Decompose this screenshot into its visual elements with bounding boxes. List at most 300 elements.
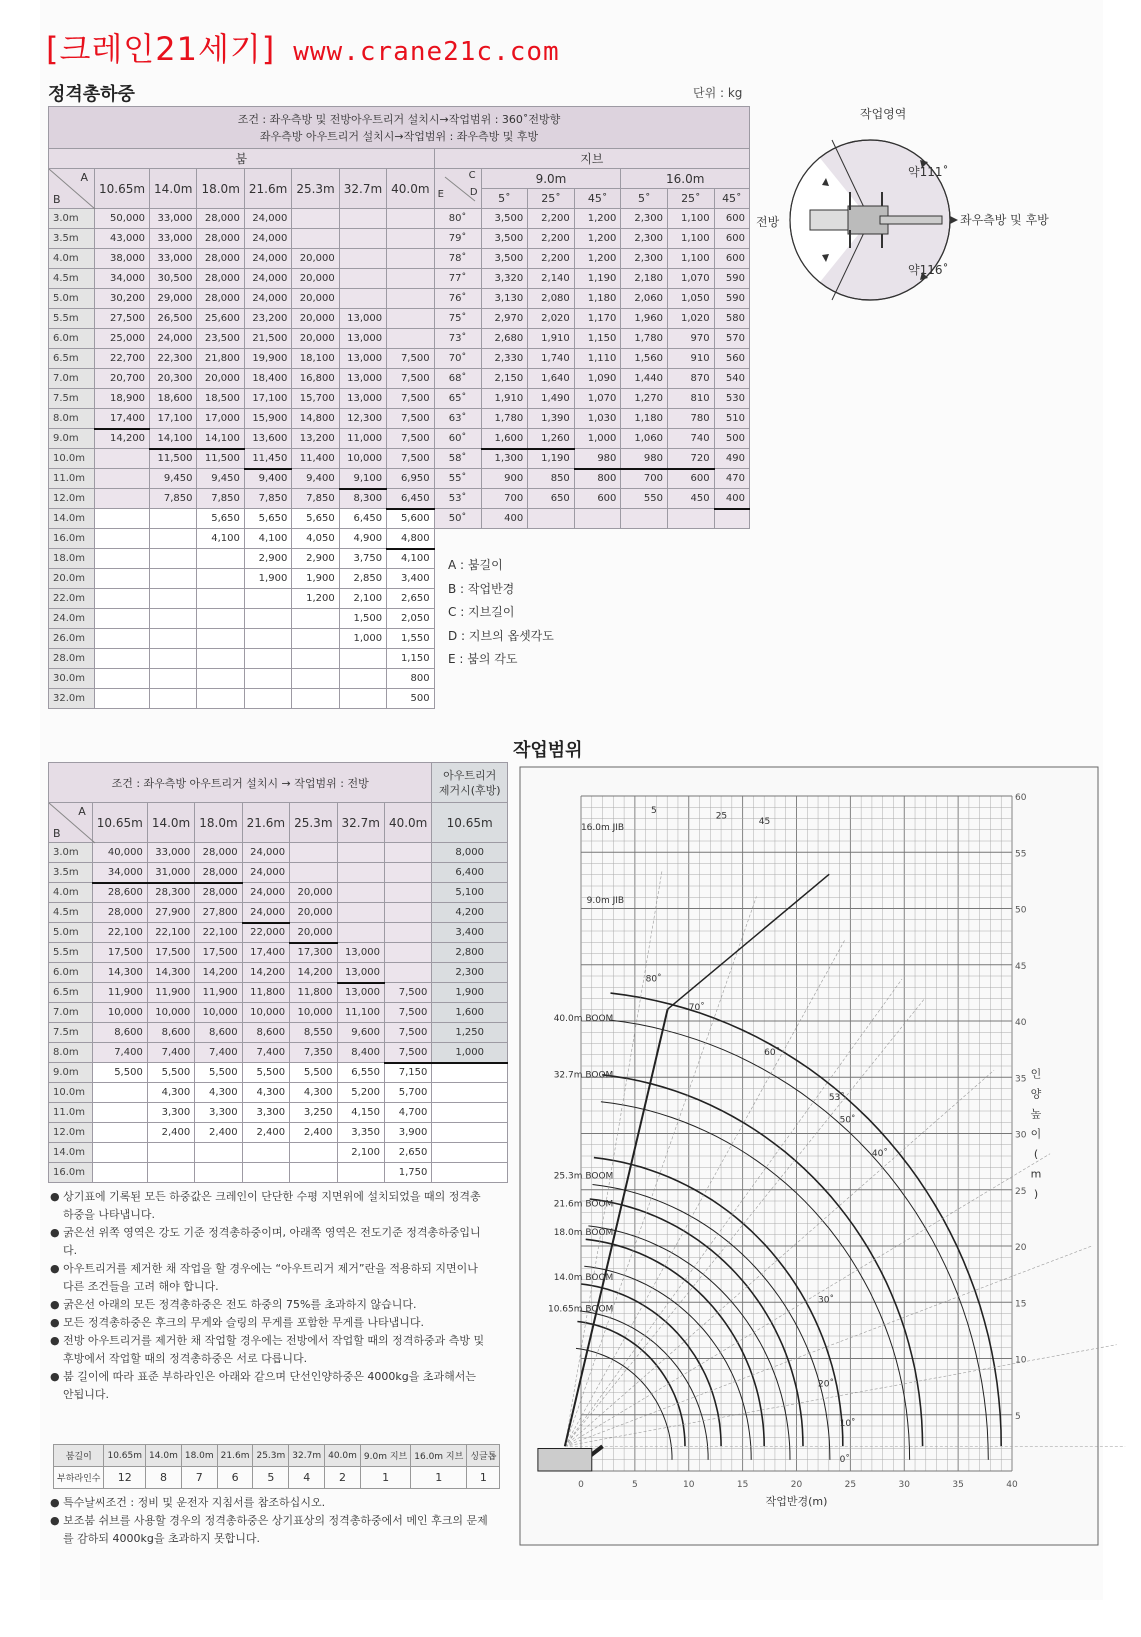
row-radius: 5.5m <box>49 309 95 329</box>
load-cell <box>92 1143 147 1163</box>
load-cell: 11,100 <box>337 1003 384 1023</box>
boom-angle: 79˚ <box>434 229 481 249</box>
load-cell: 20,000 <box>292 329 339 349</box>
load-cell: 5,700 <box>384 1083 431 1103</box>
brand-name: [크레인21세기] <box>46 30 276 68</box>
note-7: ● 붐 길이에 따라 표준 부하라인은 아래와 같으며 단선인양하중은 4000kg을 초과해서는 안됩니다. <box>50 1370 476 1401</box>
load-cell <box>387 249 434 269</box>
jib-load-cell: 1,100 <box>668 229 715 249</box>
table-row <box>49 983 508 1003</box>
row-radius: 6.0m <box>49 329 95 349</box>
removed-load-cell: 2,300 <box>432 963 508 983</box>
load-cell: 24,000 <box>242 863 289 883</box>
jib-load-cell: 1,560 <box>621 349 668 369</box>
parts-value: 8 <box>146 1467 182 1489</box>
load-cell <box>337 903 384 923</box>
row-radius: 10.0m <box>49 1083 93 1103</box>
load-cell: 2,050 <box>387 609 434 629</box>
row-radius: 12.0m <box>49 1123 93 1143</box>
jib-length-9: 9.0m <box>481 169 621 189</box>
load-cell <box>387 329 434 349</box>
row-radius: 18.0m <box>49 549 95 569</box>
row-radius: 28.0m <box>49 649 95 669</box>
load-cell: 13,000 <box>337 983 384 1003</box>
load-cell: 24,000 <box>244 209 291 229</box>
jib-load-cell <box>574 509 621 529</box>
table-row <box>49 609 750 629</box>
load-cell: 13,000 <box>339 349 386 369</box>
parts-header: 25.3m <box>253 1445 289 1467</box>
boom-label: 14.0m BOOM <box>553 1272 614 1283</box>
boom-angle: 58˚ <box>434 449 481 469</box>
load-cell: 43,000 <box>95 229 150 249</box>
load-cell: 1,500 <box>339 609 386 629</box>
load-cell <box>384 863 431 883</box>
load-cell <box>384 943 431 963</box>
load-cell: 7,500 <box>387 449 434 469</box>
boom-angle: 73˚ <box>434 329 481 349</box>
jib-load-cell: 1,110 <box>574 349 621 369</box>
load-cell: 1,150 <box>387 649 434 669</box>
y-tick-label: 15 <box>1015 1299 1027 1310</box>
load-cell <box>197 589 244 609</box>
load-cell: 1,000 <box>339 629 386 649</box>
load-cell: 18,900 <box>95 389 150 409</box>
load-cell: 4,300 <box>290 1083 337 1103</box>
jib-load-cell: 2,140 <box>528 269 575 289</box>
jib-load-cell: 400 <box>481 509 528 529</box>
load-cell: 13,000 <box>339 369 386 389</box>
load-cell: 20,000 <box>292 269 339 289</box>
y-axis-label-char: 양 <box>1030 1087 1042 1101</box>
x-tick-label: 5 <box>632 1480 638 1490</box>
jib-load-cell: 650 <box>528 489 575 509</box>
load-cell: 4,300 <box>242 1083 289 1103</box>
boom-angle: 70˚ <box>434 349 481 369</box>
removed-load-cell <box>432 1143 508 1163</box>
parts-header: 32.7m <box>289 1445 325 1467</box>
load-cell <box>95 609 150 629</box>
row-radius: 4.0m <box>49 883 93 903</box>
y-axis-label-char: ( <box>1033 1147 1039 1161</box>
jib-load-cell: 700 <box>621 469 668 489</box>
notes2-list <box>50 1494 490 1548</box>
y-tick-label: 20 <box>1015 1243 1027 1253</box>
load-cell <box>244 609 291 629</box>
load-cell <box>337 863 384 883</box>
boom-angle: 76˚ <box>434 289 481 309</box>
jib-load-cell: 1,100 <box>668 249 715 269</box>
load-cell <box>197 549 244 569</box>
jib-angle-1: 25˚ <box>528 189 575 209</box>
load-cell: 10,000 <box>92 1003 147 1023</box>
load-cell <box>337 883 384 903</box>
load-cell: 24,000 <box>244 289 291 309</box>
boom-angle: 77˚ <box>434 269 481 289</box>
row-radius: 10.0m <box>49 449 95 469</box>
table-row <box>49 249 750 269</box>
load-cell: 14,200 <box>290 963 337 983</box>
jib-load-cell: 810 <box>668 389 715 409</box>
jib-load-cell: 2,970 <box>481 309 528 329</box>
load-cell <box>339 689 386 709</box>
jib-load-cell: 900 <box>481 469 528 489</box>
jib-load-cell: 590 <box>714 289 749 309</box>
load-cell <box>150 549 197 569</box>
load-cell <box>387 269 434 289</box>
load-cell: 33,000 <box>150 229 197 249</box>
row-radius: 4.5m <box>49 903 93 923</box>
parts-value: 1 <box>467 1467 500 1489</box>
corner-ab: A B <box>49 169 95 209</box>
jib-load-cell: 1,300 <box>481 449 528 469</box>
load-cell: 5,500 <box>290 1063 337 1083</box>
angle-116: 약116˚ <box>908 263 949 277</box>
load-cell: 33,000 <box>150 209 197 229</box>
table-row <box>49 629 750 649</box>
t2-boom-col-2: 18.0m <box>195 803 242 843</box>
load-cell: 30,500 <box>150 269 197 289</box>
load-cell: 11,450 <box>244 449 291 469</box>
load-cell <box>384 963 431 983</box>
jib-load-cell: 910 <box>668 349 715 369</box>
jib-load-cell <box>668 509 715 529</box>
load-cell: 7,400 <box>147 1043 194 1063</box>
x-tick-label: 25 <box>844 1480 857 1490</box>
boom-col-6: 40.0m <box>387 169 434 209</box>
crane-carrier <box>538 1449 592 1472</box>
angle-label: 80˚ <box>645 974 662 985</box>
load-cell <box>197 629 244 649</box>
row-radius: 3.5m <box>49 229 95 249</box>
load-cell: 10,000 <box>195 1003 242 1023</box>
load-cell: 7,400 <box>195 1043 242 1063</box>
load-cell: 10,000 <box>147 1003 194 1023</box>
load-cell: 2,400 <box>290 1123 337 1143</box>
load-cell <box>244 649 291 669</box>
jib-load-cell: 2,300 <box>621 249 668 269</box>
removed-load-cell: 6,400 <box>432 863 508 883</box>
jib-load-cell: 1,180 <box>621 409 668 429</box>
row-radius: 3.0m <box>49 843 93 863</box>
load-cell <box>95 669 150 689</box>
boom-col-5: 32.7m <box>339 169 386 209</box>
load-cell <box>150 529 197 549</box>
parts-value: 7 <box>181 1467 217 1489</box>
removed-load-cell: 1,250 <box>432 1023 508 1043</box>
jib-load-cell: 3,130 <box>481 289 528 309</box>
parts-value: 1 <box>411 1467 467 1489</box>
jib-load-cell: 1,200 <box>574 209 621 229</box>
note-9: ● 보조붐 쉬브를 사용할 경우의 정격총하중은 상기표상의 정격총하중에서 메인 후크의 문제를 감하되 4000kg을 초과하지 못합니다. <box>50 1514 488 1545</box>
work-area-title: 작업영역 <box>860 107 907 121</box>
load-cell: 5,650 <box>197 509 244 529</box>
jib-load-cell: 1,190 <box>574 269 621 289</box>
load-cell: 24,000 <box>242 903 289 923</box>
row-radius: 11.0m <box>49 469 95 489</box>
boom-col-3: 21.6m <box>244 169 291 209</box>
jib-offset-label: 45 <box>758 817 771 828</box>
legend-a: A : 붐길이 <box>448 558 503 572</box>
jib-load-cell: 1,150 <box>574 329 621 349</box>
jib-load-cell: 1,740 <box>528 349 575 369</box>
row-radius: 9.0m <box>49 429 95 449</box>
section-title-rated-load: 정격총하중 <box>48 84 135 105</box>
load-cell <box>150 609 197 629</box>
load-cell: 4,150 <box>337 1103 384 1123</box>
load-cell: 26,500 <box>150 309 197 329</box>
jib-load-cell: 1,180 <box>574 289 621 309</box>
table-row <box>49 943 508 963</box>
table-row <box>49 489 750 509</box>
removed-load-cell: 1,600 <box>432 1003 508 1023</box>
load-cell: 7,500 <box>387 409 434 429</box>
brand-url[interactable]: www.crane21c.com <box>293 37 560 67</box>
load-cell: 22,300 <box>150 349 197 369</box>
row-radius: 7.5m <box>49 1023 93 1043</box>
load-cell: 14,200 <box>242 963 289 983</box>
parts-of-line-table <box>53 1444 500 1489</box>
boom-label: 10.65m BOOM <box>547 1304 614 1315</box>
jib-load-cell <box>714 509 749 529</box>
jib-load-cell: 3,500 <box>481 229 528 249</box>
load-cell: 5,500 <box>92 1063 147 1083</box>
legend-e: E : 붐의 각도 <box>448 652 518 666</box>
y-tick-label: 55 <box>1015 849 1027 860</box>
table-row <box>49 209 750 229</box>
jib-load-cell: 1,100 <box>668 209 715 229</box>
load-cell <box>387 209 434 229</box>
load-cell: 5,650 <box>292 509 339 529</box>
row-radius: 22.0m <box>49 589 95 609</box>
load-cell <box>384 923 431 943</box>
load-cell <box>92 1123 147 1143</box>
table-row <box>49 549 750 569</box>
load-cell: 2,400 <box>195 1123 242 1143</box>
boom-header: 붐 <box>49 149 435 169</box>
table-row <box>49 903 508 923</box>
row-radius: 9.0m <box>49 1063 93 1083</box>
load-cell <box>292 209 339 229</box>
load-cell: 5,500 <box>195 1063 242 1083</box>
row-radius: 6.0m <box>49 963 93 983</box>
load-cell: 23,500 <box>197 329 244 349</box>
load-cell: 800 <box>387 669 434 689</box>
load-cell: 15,900 <box>244 409 291 429</box>
jib-load-cell: 400 <box>714 489 749 509</box>
removed-col-header: 10.65m <box>432 803 508 843</box>
load-cell: 1,750 <box>384 1163 431 1183</box>
row-radius: 32.0m <box>49 689 95 709</box>
table-row <box>49 1023 508 1043</box>
removed-load-cell <box>432 1123 508 1143</box>
load-cell: 2,400 <box>242 1123 289 1143</box>
jib-load-cell: 500 <box>714 429 749 449</box>
load-cell: 7,400 <box>242 1043 289 1063</box>
load-cell: 20,000 <box>292 289 339 309</box>
jib-load-cell: 2,200 <box>528 209 575 229</box>
load-cell: 33,000 <box>150 249 197 269</box>
load-cell: 28,000 <box>195 863 242 883</box>
jib-load-cell: 1,070 <box>668 269 715 289</box>
parts-value: 6 <box>217 1467 253 1489</box>
table-row <box>49 863 508 883</box>
load-cell: 4,100 <box>387 549 434 569</box>
jib-load-cell: 2,180 <box>621 269 668 289</box>
y-tick-label: 45 <box>1015 961 1027 972</box>
jib-load-cell: 1,440 <box>621 369 668 389</box>
jib-load-cell: 1,390 <box>528 409 575 429</box>
jib-load-cell: 540 <box>714 369 749 389</box>
jib-load-cell: 1,600 <box>481 429 528 449</box>
load-cell <box>92 1083 147 1103</box>
removed-load-cell <box>432 1103 508 1123</box>
load-cell: 4,100 <box>197 529 244 549</box>
load-cell <box>339 249 386 269</box>
load-cell: 1,200 <box>292 589 339 609</box>
load-cell <box>147 1143 194 1163</box>
notes-list <box>50 1188 490 1404</box>
table-row <box>49 1143 508 1163</box>
load-cell <box>147 1163 194 1183</box>
load-cell: 17,400 <box>242 943 289 963</box>
load-cell <box>150 689 197 709</box>
t2-boom-col-4: 25.3m <box>290 803 337 843</box>
parts-value: 부하라인수 <box>54 1467 104 1489</box>
load-cell: 27,900 <box>147 903 194 923</box>
table-row <box>49 589 750 609</box>
table2-condition: 조건 : 좌우측방 아우트리거 설치시 → 작업범위 : 전방 <box>49 763 432 803</box>
removed-load-cell: 1,000 <box>432 1043 508 1063</box>
jib-load-cell: 1,050 <box>668 289 715 309</box>
load-cell: 9,100 <box>339 469 386 489</box>
working-range-chart <box>519 766 1099 1546</box>
load-cell: 7,500 <box>387 349 434 369</box>
load-cell: 2,900 <box>292 549 339 569</box>
y-tick-label: 60 <box>1015 793 1027 803</box>
load-cell: 8,600 <box>242 1023 289 1043</box>
table-row <box>49 1123 508 1143</box>
outrigger-removed-header: 아우트리거 제거시(후방) <box>432 763 508 803</box>
row-radius: 7.0m <box>49 369 95 389</box>
load-cell: 7,850 <box>197 489 244 509</box>
load-cell <box>387 309 434 329</box>
load-cell <box>292 229 339 249</box>
jib-load-cell: 600 <box>714 209 749 229</box>
load-cell <box>244 689 291 709</box>
jib-load-cell: 3,320 <box>481 269 528 289</box>
table-row <box>49 923 508 943</box>
boom-angle: 55˚ <box>434 469 481 489</box>
load-cell <box>95 689 150 709</box>
removed-load-cell: 4,200 <box>432 903 508 923</box>
table-row <box>49 389 750 409</box>
load-cell: 18,100 <box>292 349 339 369</box>
y-tick-label: 10 <box>1015 1355 1027 1366</box>
table-row <box>49 369 750 389</box>
table-row <box>49 843 508 863</box>
jib-load-cell: 1,200 <box>574 249 621 269</box>
row-radius: 6.5m <box>49 983 93 1003</box>
y-axis-label-char: ) <box>1033 1187 1039 1201</box>
row-radius: 20.0m <box>49 569 95 589</box>
load-cell: 22,000 <box>242 923 289 943</box>
load-cell: 20,000 <box>292 249 339 269</box>
table-row <box>49 1083 508 1103</box>
unit-label: 단위 : kg <box>693 86 743 100</box>
load-cell: 5,650 <box>244 509 291 529</box>
load-cell: 18,400 <box>244 369 291 389</box>
load-cell <box>195 1143 242 1163</box>
boom-angle: 80˚ <box>434 209 481 229</box>
angle-label: 40˚ <box>871 1149 888 1159</box>
removed-load-cell <box>432 1163 508 1183</box>
jib-load-cell: 600 <box>714 229 749 249</box>
load-cell: 5,600 <box>387 509 434 529</box>
legend-d: D : 지브의 옵셋각도 <box>448 628 554 643</box>
parts-header: 10.65m <box>104 1445 146 1467</box>
load-cell: 6,950 <box>387 469 434 489</box>
load-cell <box>95 569 150 589</box>
load-cell: 27,500 <box>95 309 150 329</box>
load-cell: 5,500 <box>147 1063 194 1083</box>
load-cell <box>339 669 386 689</box>
load-cell <box>292 629 339 649</box>
load-cell <box>292 649 339 669</box>
table-row <box>49 1163 508 1183</box>
load-cell: 11,400 <box>292 449 339 469</box>
jib-load-cell: 1,640 <box>528 369 575 389</box>
load-cell: 14,100 <box>150 429 197 449</box>
load-cell <box>197 569 244 589</box>
jib-load-cell: 600 <box>668 469 715 489</box>
row-radius: 4.5m <box>49 269 95 289</box>
load-cell <box>150 649 197 669</box>
jib-load-cell: 1,490 <box>528 389 575 409</box>
x-axis-label: 작업반경(m) <box>765 1495 828 1508</box>
jib-load-cell: 980 <box>574 449 621 469</box>
rated-load-table <box>48 106 750 709</box>
load-cell: 23,200 <box>244 309 291 329</box>
table-row <box>49 309 750 329</box>
load-cell: 17,500 <box>92 943 147 963</box>
row-radius: 7.0m <box>49 1003 93 1023</box>
load-cell: 14,200 <box>195 963 242 983</box>
jib-load-cell: 600 <box>574 489 621 509</box>
row-radius: 8.0m <box>49 409 95 429</box>
section-title-work-range: 작업범위 <box>513 740 583 761</box>
boom-label: 32.7m BOOM <box>553 1070 614 1081</box>
load-cell: 2,400 <box>147 1123 194 1143</box>
load-cell: 18,500 <box>197 389 244 409</box>
note-4: ● 굵은선 아래의 모든 정격총하중은 전도 하중의 75%를 초과하지 않습니다. <box>50 1298 417 1311</box>
load-cell: 24,000 <box>242 883 289 903</box>
t2-boom-col-3: 21.6m <box>242 803 289 843</box>
y-tick-label: 30 <box>1015 1130 1027 1141</box>
load-cell: 21,500 <box>244 329 291 349</box>
boom-label: 21.6m BOOM <box>553 1199 614 1210</box>
load-cell: 20,000 <box>290 883 337 903</box>
load-cell: 2,850 <box>339 569 386 589</box>
corner-ab-2: A B <box>49 803 93 843</box>
y-tick-label: 50 <box>1015 905 1027 916</box>
load-cell: 11,500 <box>150 449 197 469</box>
load-cell: 22,700 <box>95 349 150 369</box>
parts-value: 5 <box>253 1467 289 1489</box>
load-cell: 9,450 <box>197 469 244 489</box>
x-tick-label: 40 <box>1006 1480 1018 1490</box>
load-cell <box>387 289 434 309</box>
